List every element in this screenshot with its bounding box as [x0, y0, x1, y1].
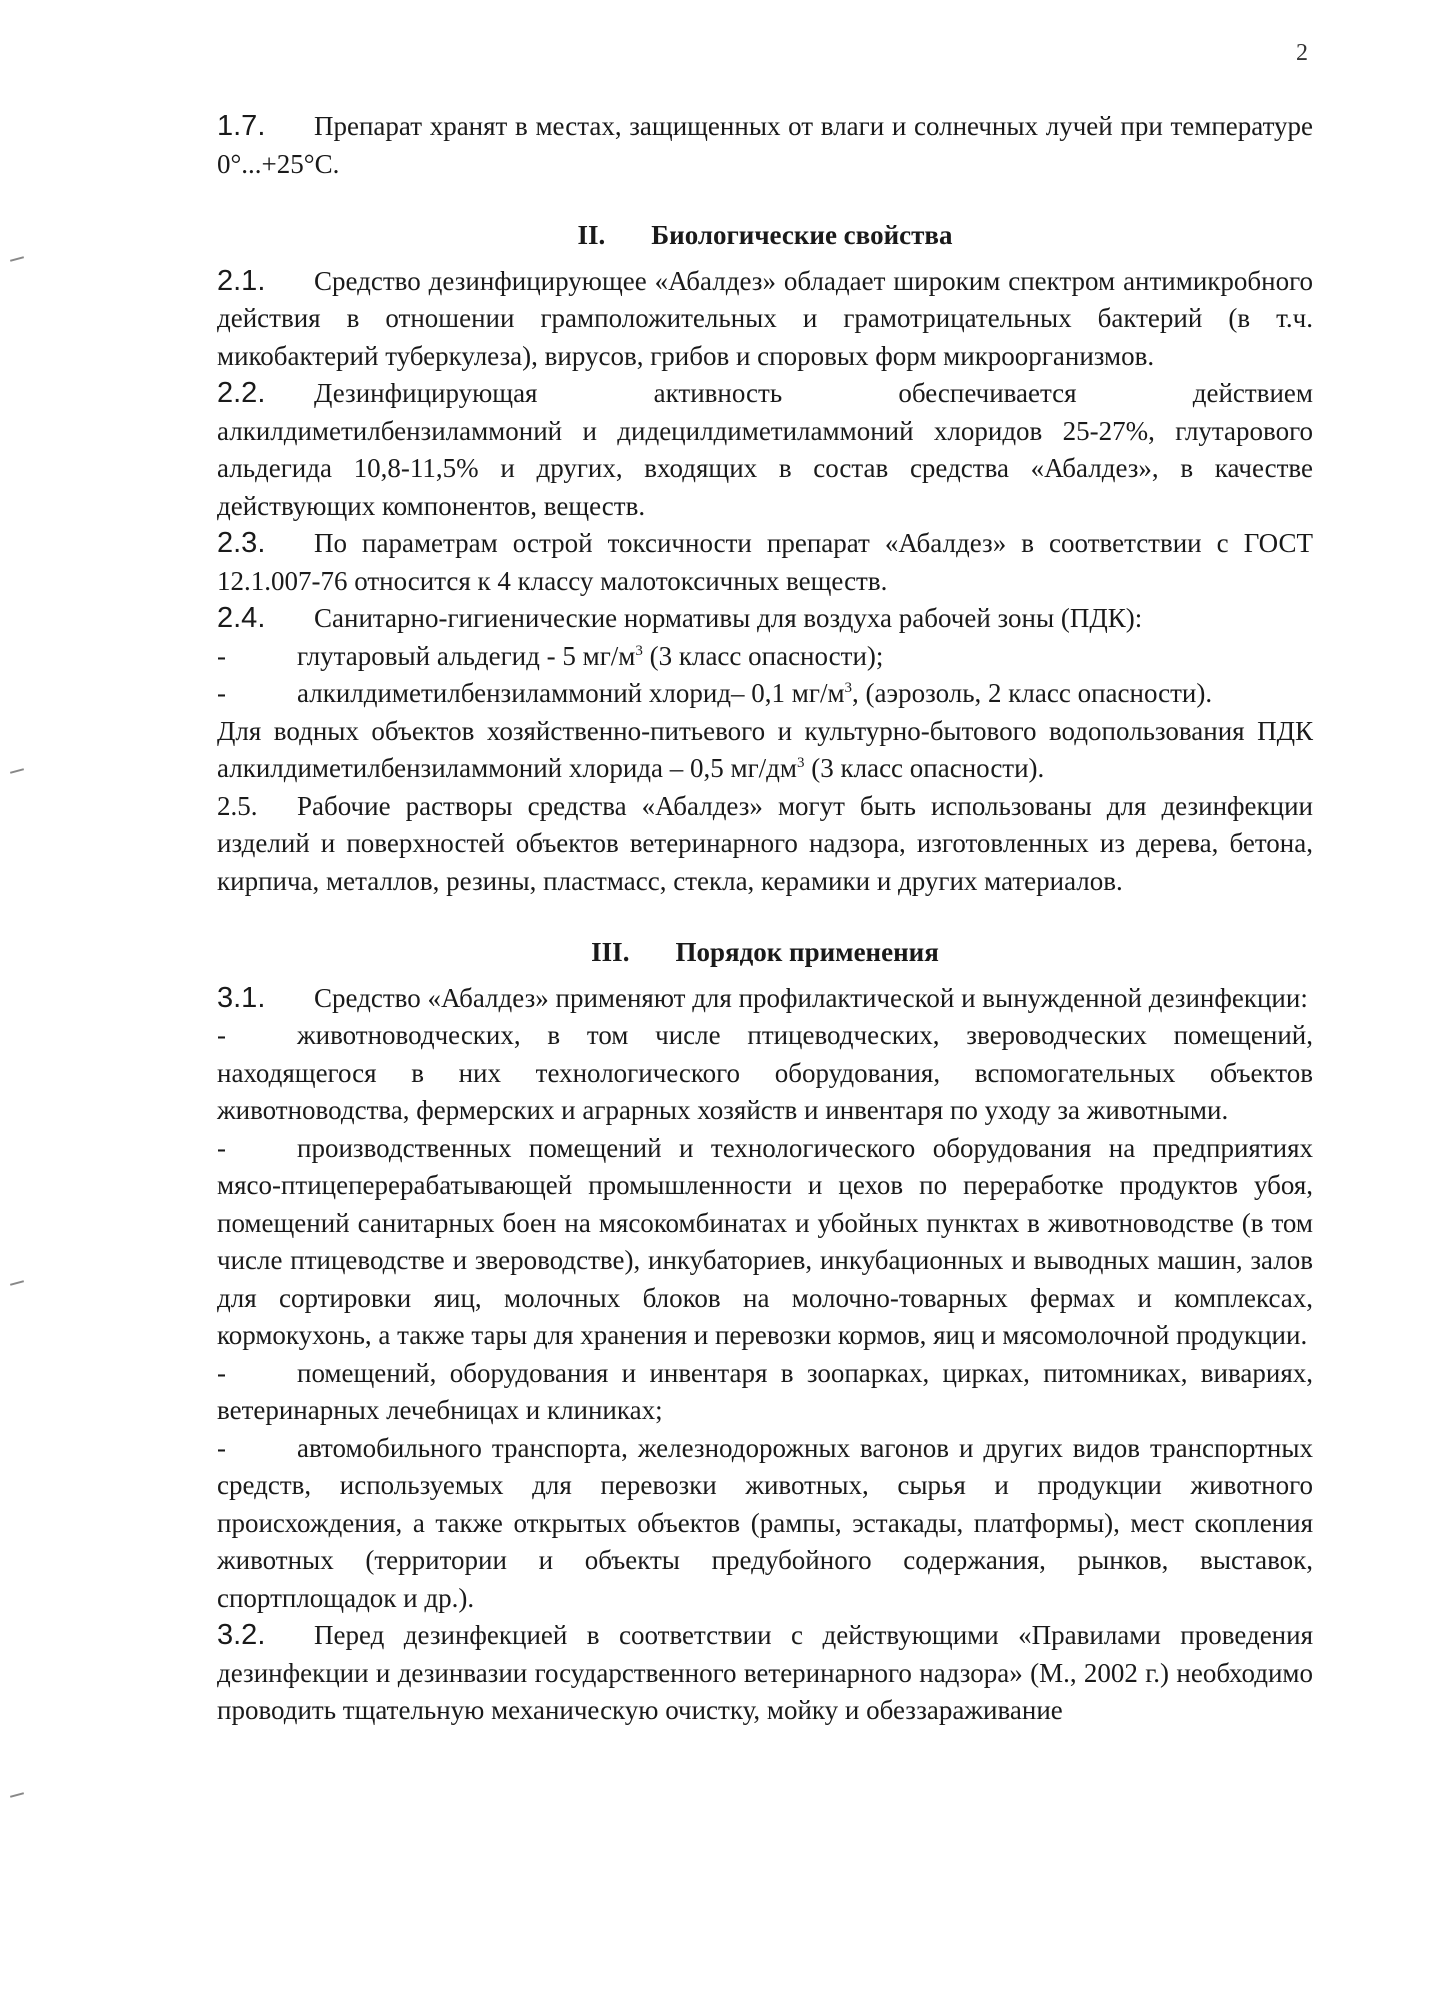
clause-number: 3.1. [217, 981, 266, 1014]
clause-number: 1.7. [217, 110, 266, 142]
paragraph-2-3 [217, 525, 1313, 600]
document-body [217, 108, 1313, 1730]
superscript: 3 [635, 642, 643, 659]
list-item [217, 1017, 1313, 1130]
list-item [217, 1355, 1313, 1430]
dash-marker: - [217, 1432, 226, 1463]
paragraph-text: Рабочие растворы средства «Абалдез» могут быть использованы для дезинфекции изделий и поверхностей объектов ветеринарного надзора, изготовленных из дерева, бетона, кирпича, металлов, резины, пластмасс, стекла, керамики и других материалов. [217, 790, 1313, 896]
section-roman-numeral: III. [591, 937, 630, 967]
section-title: Порядок применения [675, 937, 939, 967]
dash-marker: - [217, 1357, 226, 1388]
list-item-text: автомобильного транспорта, железнодорожных вагонов и других видов транспортных средств, используемых для перевозки животных, сырья и продукции животного происхождения, а также открытых объектов (рампы, эстакады, платформы), мест скопления животных (территории и объекты предубойного содержания, рынков, выставок, спортплощадок и др.). [217, 1432, 1313, 1613]
paragraph-2-2 [217, 375, 1313, 525]
scan-margin-mark [10, 1792, 24, 1798]
paragraph-1-7 [217, 108, 1313, 183]
paragraph-2-5 [217, 788, 1313, 901]
list-item [217, 1130, 1313, 1355]
dash-marker: - [217, 1020, 226, 1050]
paragraph-water-objects [217, 713, 1313, 788]
paragraph-3-1 [217, 980, 1313, 1018]
paragraph-text: (3 класс опасности). [804, 753, 1045, 783]
paragraph-text: Санитарно-гигиенические нормативы для воздуха рабочей зоны (ПДК): [314, 603, 1143, 633]
list-item [217, 675, 1313, 713]
paragraph-text: Средство «Абалдез» применяют для профилактической и вынужденной дезинфекции: [314, 982, 1308, 1013]
clause-number: 3.2. [217, 1619, 266, 1651]
clause-number: 2.5. [217, 790, 258, 821]
page-number: 2 [1296, 40, 1308, 66]
paragraph-text: Дезинфицирующая активность обеспечивается действием алкилдиметилбензиламмоний и дидецилдиметиламмоний хлоридов 25-27%, глутарового альдегида 10,8-11,5% и других, входящих в состав средства «Абалдез», в качестве действующих компонентов, веществ. [217, 378, 1313, 521]
paragraph-2-4 [217, 600, 1313, 638]
dash-marker: - [217, 678, 226, 708]
section-title: Биологические свойства [651, 220, 953, 250]
clause-number: 2.1. [217, 264, 266, 297]
section-heading-2 [217, 217, 1313, 255]
scan-margin-mark [10, 256, 24, 262]
list-item-text: производственных помещений и технологического оборудования на предприятиях мясо-птицеперерабатывающей промышленности и цехов по переработке продуктов убоя, помещений санитарных боен на мясокомбинатах и убойных пунктах в животноводстве (в том числе птицеводстве и звероводстве), инкубаториев, инкубационных и выводных машин, залов для сортировки яиц, молочных блоков на молочно-товарных фермах и комплексах, кормокухонь, а также тары для хранения и перевозки кормов, яиц и мясомолочной продукции. [217, 1132, 1313, 1350]
superscript: 3 [844, 680, 853, 696]
list-item-text: животноводческих, в том числе птицеводческих, звероводческих помещений, находящегося в них технологического оборудования, вспомогательных объектов животноводства, фермерских и аграрных хозяйств и инвентаря по уходу за животными. [217, 1020, 1313, 1125]
list-item-text: глутаровый альдегид - 5 мг/м [297, 640, 636, 671]
paragraph-text: Для водных объектов хозяйственно-питьевого и культурно-бытового водопользования ПДК алкилдиметилбензиламмоний хлорида – 0,5 мг/дм [217, 715, 1313, 783]
paragraph-text: По параметрам острой токсичности препарат «Абалдез» в соответствии с ГОСТ 12.1.007-76 относится к 4 классу малотоксичных веществ. [217, 528, 1313, 596]
list-item-text: (3 класс опасности); [642, 640, 884, 671]
clause-number: 2.2. [217, 377, 266, 409]
clause-number: 2.3. [217, 527, 266, 559]
paragraph-text: Перед дезинфекцией в соответствии с действующими «Правилами проведения дезинфекции и дезинвазии государственного ветеринарного надзора» (М., 2002 г.) необходимо проводить тщательную механическую очистку, мойку и обеззараживание [217, 1620, 1313, 1725]
list-item-text: алкилдиметилбензиламмоний хлорид– 0,1 мг/м [297, 678, 845, 708]
dash-marker: - [217, 640, 226, 671]
scan-margin-mark [10, 768, 24, 774]
list-item-text: , (аэрозоль, 2 класс опасности). [852, 678, 1213, 708]
section-roman-numeral: II. [577, 220, 606, 250]
dash-marker: - [217, 1132, 226, 1163]
superscript: 3 [797, 755, 805, 771]
paragraph-text: Средство дезинфицирующее «Абалдез» обладает широким спектром антимикробного действия в отношении грамположительных и грамотрицательных бактерий (в т.ч. микобактерий туберкулеза), вирусов, грибов и споровых форм микроорганизмов. [217, 265, 1313, 371]
list-item [217, 1430, 1313, 1618]
paragraph-text: Препарат хранят в местах, защищенных от влаги и солнечных лучей при температуре 0°...+25°C. [217, 111, 1313, 179]
scan-margin-mark [10, 1280, 24, 1286]
list-item [217, 638, 1313, 676]
section-heading-3 [217, 934, 1313, 972]
clause-number: 2.4. [217, 602, 266, 634]
list-item-text: помещений, оборудования и инвентаря в зоопарках, цирках, питомниках, вивариях, ветеринарных лечебницах и клиниках; [217, 1357, 1313, 1425]
paragraph-3-2 [217, 1617, 1313, 1730]
paragraph-2-1 [217, 263, 1313, 376]
